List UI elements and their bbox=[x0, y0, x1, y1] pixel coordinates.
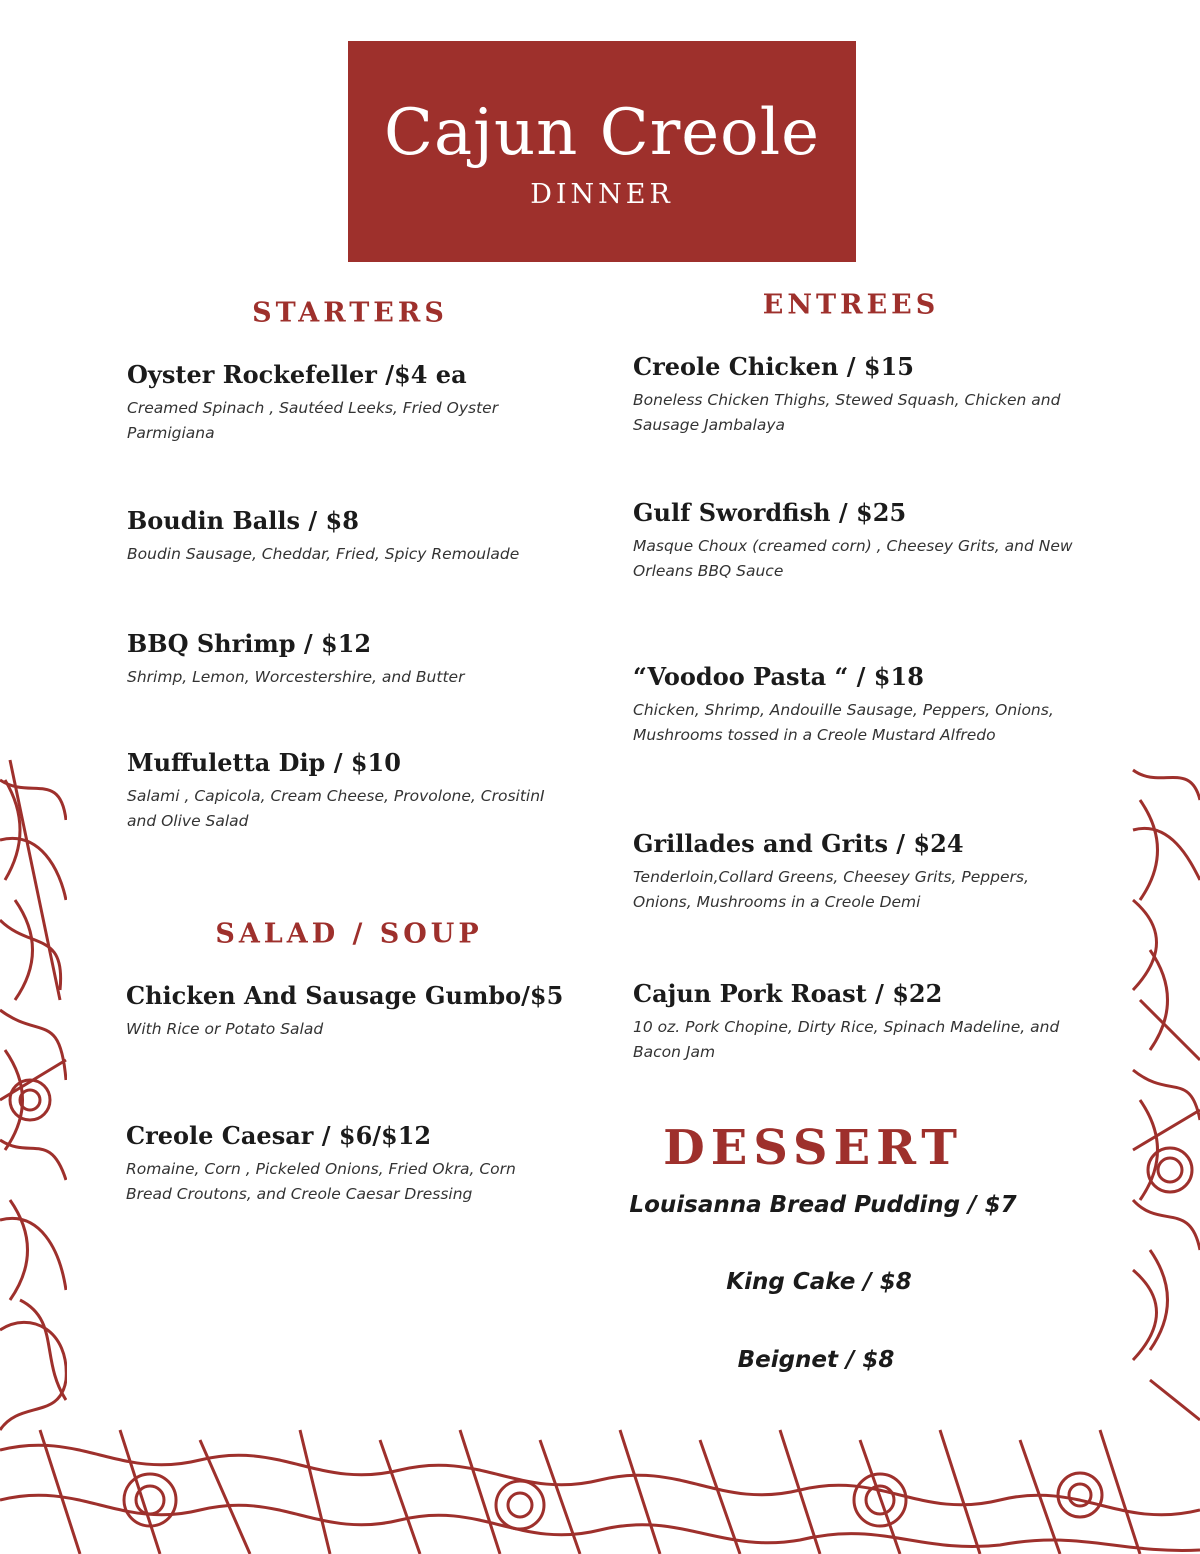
item-name: Cajun Pork Roast / $22 bbox=[633, 979, 943, 1008]
salad-soup-item bbox=[126, 1121, 566, 1207]
item-name: Oyster Rockefeller /$4 ea bbox=[127, 360, 467, 389]
item-description: Romaine, Corn , Pickeled Onions, Fried Okra, Corn Bread Croutons, and Creole Caesar Dressing bbox=[126, 1160, 516, 1203]
starter-item bbox=[127, 629, 567, 690]
item-description: Boudin Sausage, Cheddar, Fried, Spicy Remoulade bbox=[127, 545, 520, 563]
item-description: Chicken, Shrimp, Andouille Sausage, Peppers, Onions, Mushrooms tossed in a Creole Mustard Alfredo bbox=[633, 701, 1054, 744]
dessert-item: Beignet / $8 bbox=[737, 1347, 895, 1373]
dessert-item: Louisanna Bread Pudding / $7 bbox=[629, 1192, 1017, 1218]
salad-soup-item bbox=[126, 981, 566, 1042]
item-description: Masque Choux (creamed corn) , Cheesey Grits, and New Orleans BBQ Sauce bbox=[633, 537, 1073, 580]
item-description: Tenderloin,Collard Greens, Cheesey Grits, Peppers, Onions, Mushrooms in a Creole Demi bbox=[633, 868, 1029, 911]
entrees-heading: ENTREES bbox=[762, 289, 940, 321]
item-name: Boudin Balls / $8 bbox=[127, 506, 359, 535]
item-name: Creole Caesar / $6/$12 bbox=[126, 1121, 432, 1150]
item-name: Creole Chicken / $15 bbox=[633, 352, 914, 381]
item-name: Chicken And Sausage Gumbo/$5 bbox=[126, 981, 564, 1010]
item-name: Gulf Swordfish / $25 bbox=[633, 498, 907, 527]
item-description: Shrimp, Lemon, Worcestershire, and Butter bbox=[127, 668, 465, 686]
dessert-heading: DESSERT bbox=[663, 1120, 963, 1176]
menu-title: Cajun Creole bbox=[383, 96, 821, 170]
item-name: BBQ Shrimp / $12 bbox=[127, 629, 372, 658]
item-description: Creamed Spinach , Sautéed Leeks, Fried Oyster Parmigiana bbox=[127, 399, 499, 442]
entree-item bbox=[633, 829, 1073, 915]
entree-item bbox=[633, 498, 1073, 584]
item-name: “Voodoo Pasta “ / $18 bbox=[633, 662, 924, 691]
title-banner bbox=[348, 41, 856, 262]
entree-item bbox=[633, 662, 1073, 748]
salad-soup-heading: SALAD / SOUP bbox=[215, 918, 483, 950]
item-description: With Rice or Potato Salad bbox=[126, 1020, 324, 1038]
item-description: Boneless Chicken Thighs, Stewed Squash, Chicken and Sausage Jambalaya bbox=[633, 391, 1061, 434]
starter-item bbox=[127, 360, 567, 446]
starter-item bbox=[127, 506, 567, 567]
item-name: Muffuletta Dip / $10 bbox=[127, 748, 401, 777]
entree-item bbox=[633, 352, 1073, 438]
entree-item bbox=[633, 979, 1073, 1065]
menu-subtitle: DINNER bbox=[530, 179, 674, 210]
starters-heading: STARTERS bbox=[252, 297, 448, 329]
starter-item bbox=[127, 748, 567, 834]
item-description: 10 oz. Pork Chopine, Dirty Rice, Spinach Madeline, and Bacon Jam bbox=[633, 1018, 1060, 1061]
item-name: Grillades and Grits / $24 bbox=[633, 829, 964, 858]
dessert-item: King Cake / $8 bbox=[726, 1269, 912, 1295]
item-description: Salami , Capicola, Cream Cheese, Provolone, CrositinI and Olive Salad bbox=[127, 787, 545, 830]
